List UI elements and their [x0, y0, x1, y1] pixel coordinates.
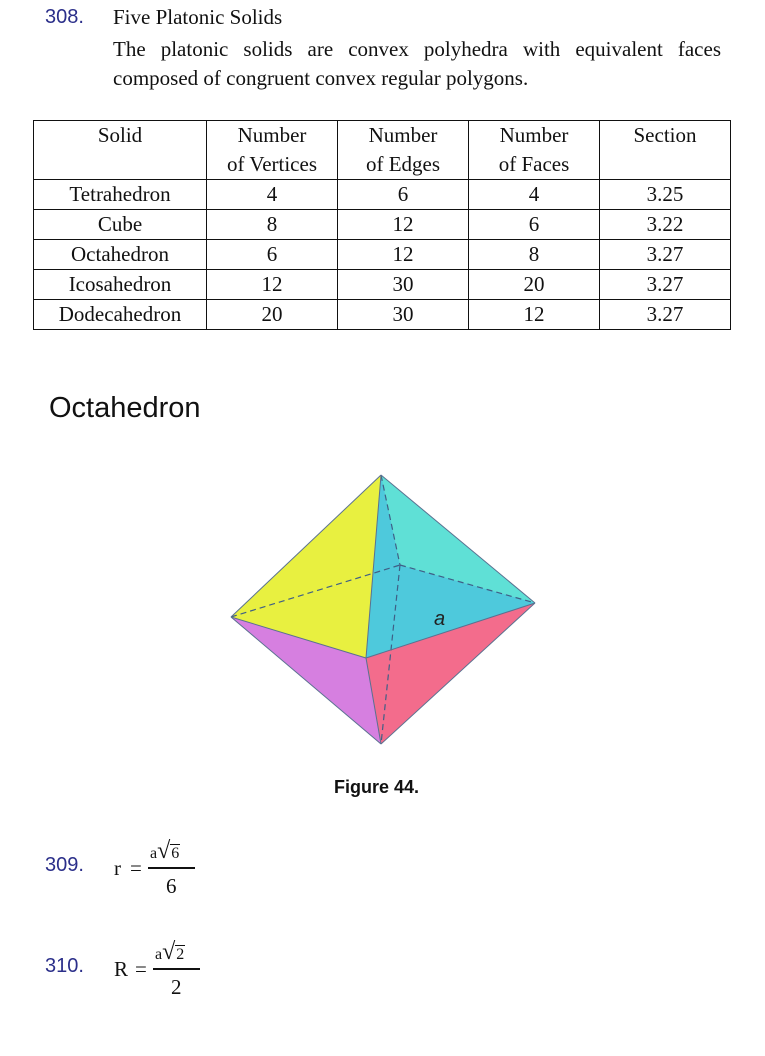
cell-edges: 6 — [338, 180, 469, 210]
item-title: Five Platonic Solids — [113, 5, 283, 29]
formula-lhs: r — [114, 856, 121, 880]
header-solid: Solid — [34, 121, 207, 180]
cell-section: 3.27 — [600, 300, 731, 330]
formula-lhs: R — [114, 957, 129, 981]
cell-edges: 30 — [338, 270, 469, 300]
cell-section: 3.27 — [600, 240, 731, 270]
header-edges: Number of Edges — [338, 121, 469, 180]
cell-solid: Octahedron — [34, 240, 207, 270]
cell-faces: 20 — [469, 270, 600, 300]
cell-vertices: 12 — [207, 270, 338, 300]
cell-edges: 12 — [338, 210, 469, 240]
cell-section: 3.25 — [600, 180, 731, 210]
cell-faces: 12 — [469, 300, 600, 330]
sqrt-icon: √ — [157, 838, 171, 864]
radicand: 2 — [176, 946, 185, 963]
cell-section: 3.27 — [600, 270, 731, 300]
formula-equals: = — [135, 957, 147, 981]
header-faces: Number of Faces — [469, 121, 600, 180]
figure-caption: Figure 44. — [334, 777, 420, 797]
formula-numerator — [155, 939, 185, 966]
cell-vertices: 8 — [207, 210, 338, 240]
fraction-bar — [153, 968, 200, 970]
formula-equals: = — [130, 856, 142, 880]
cell-solid: Cube — [34, 210, 207, 240]
item-number-309: 309. — [45, 854, 84, 876]
header-section: Section — [600, 121, 731, 180]
cell-vertices: 6 — [207, 240, 338, 270]
figure-heading: Octahedron — [49, 392, 201, 424]
item-number-308: 308. — [45, 6, 84, 28]
cell-solid: Dodecahedron — [34, 300, 207, 330]
cell-faces: 6 — [469, 210, 600, 240]
cell-solid: Icosahedron — [34, 270, 207, 300]
cell-vertices: 20 — [207, 300, 338, 330]
cell-faces: 8 — [469, 240, 600, 270]
sqrt-icon: √ — [162, 939, 176, 965]
cell-edges: 12 — [338, 240, 469, 270]
radicand: 6 — [171, 845, 180, 862]
cell-section: 3.22 — [600, 210, 731, 240]
formula-numerator — [150, 838, 180, 865]
cell-vertices: 4 — [207, 180, 338, 210]
numerator-a: a — [150, 845, 158, 862]
fraction-bar — [148, 867, 195, 869]
item-number-310: 310. — [45, 955, 84, 977]
cell-faces: 4 — [469, 180, 600, 210]
edge-label-a: a — [434, 608, 446, 630]
cell-edges: 30 — [338, 300, 469, 330]
numerator-a: a — [155, 946, 163, 963]
formula-denominator: 2 — [171, 975, 182, 999]
formula-denominator: 6 — [166, 874, 177, 898]
item-description: The platonic solids are convex polyhedra with equivalent faces composed of congruent convex regular polygons. — [113, 37, 721, 90]
header-vertices: Number of Vertices — [207, 121, 338, 180]
cell-solid: Tetrahedron — [34, 180, 207, 210]
